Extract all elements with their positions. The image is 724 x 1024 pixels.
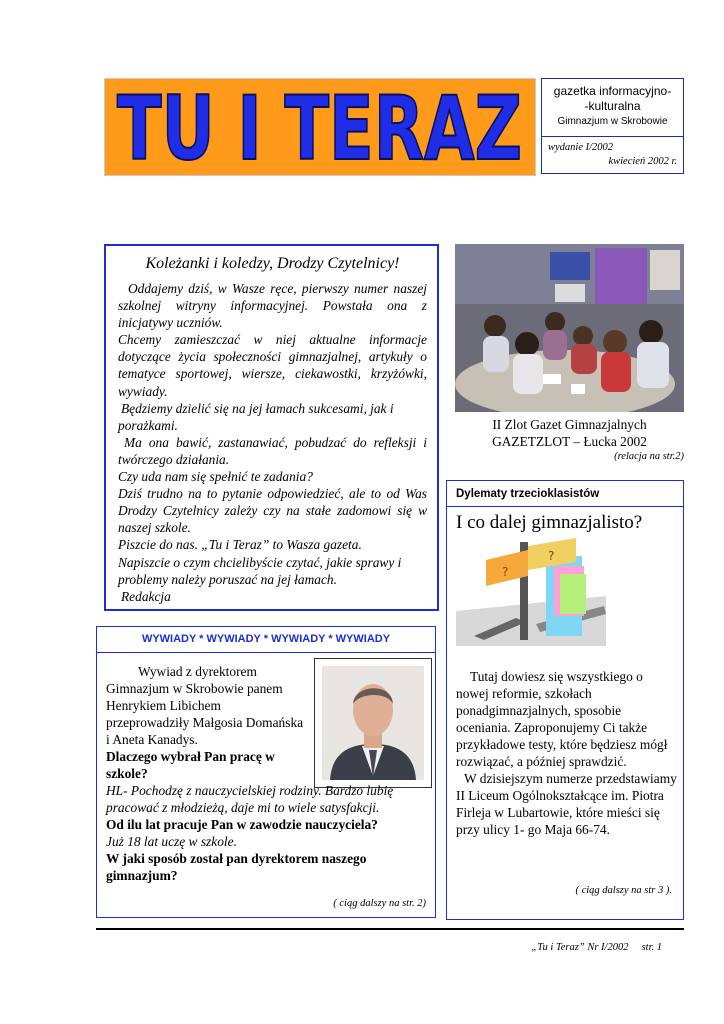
publication-info [541,78,684,174]
editorial-heading: Koleżanki i koledzy, Drodzy Czytelnicy! [145,255,400,272]
page-footer: „Tu i Teraz” Nr I/2002 str. 1 [531,942,662,953]
interview-answer: Już 18 lat uczę w szkole. [106,834,237,849]
article-paragraph: W dzisiejszym numerze przedstawiamy II Liceum Ogólnokształcące im. Piotra Firleja w Lubartowie, które mieści się przy ulicy 1- go Maja 66-74. [456,771,677,837]
interview-answer: HL- Pochodzę z nauczycielskiej rodziny. Bardzo lubię pracować z młodzieżą, daje mi to wiele satysfakcji. [106,783,394,815]
continuation-note: ( ciąg dalszy na str. 2) [333,898,426,909]
section-header: WYWIADY * WYWIADY * WYWIADY * WYWIADY [141,633,391,645]
photo-caption [455,416,684,463]
section-label: Dylematy trzecioklasistów [456,488,600,500]
caption-line: II Zlot Gazet Gimnazjalnych [492,417,647,432]
masthead-logo [105,79,535,175]
article-paragraph: Tutaj dowiesz się wszystkiego o nowej reformie, szkołach ponadgimnazjalnych, sposobie oceniania. Zaproponujemy Ci także przykładowe testy, które będziesz mógł rozwiązać, a później sprawdzić. [456,669,668,769]
svg-text:?: ? [502,565,509,579]
principal-portrait [322,666,424,780]
editorial-box [104,244,439,611]
caption-line: GAZETZLOT – Łucka 2002 [492,434,647,449]
interview-intro [106,663,306,782]
editorial-paragraph: Oddajemy dziś, w Wasze ręce, pierwszy numer naszej szkolnej witryny informacyjnej. Powstała ona z inicjatywy uczniów. [118,281,427,331]
editorial-paragraph: Napiszcie o czym chcielibyście czytać, jakie sprawy i problemy należy poruszać na jej łamach. [118,554,402,587]
interview-question: W jaki sposób został pan dyrektorem naszego gimnazjum? [106,851,367,883]
interview-question: Dlaczego wybrał Pan pracę w szkole? [106,749,275,781]
intro-text: Gimnazjum w Skrobowie panem Henrykiem Libichem przeprowadziły Małgosia Domańska i Aneta Kanadys. [106,681,304,747]
caption-reference: (relacja na str.2) [614,451,684,462]
editorial-paragraph: Piszcie do nas. „Tu i Teraz” to Wasza gazeta. [118,537,362,553]
footer-divider [96,928,684,930]
editorial-paragraph: Czy uda nam się spełnić te zadania? [118,469,313,485]
divider [446,506,684,507]
intro-line: Wywiad z dyrektorem [138,664,257,679]
subtitle-line: gazetka informacyjno- [553,84,672,98]
issue-number: wydanie I/2002 [548,142,614,153]
editorial-paragraph: Dziś trudno na to pytanie odpowiedzieć, ale to od Was Drodzy Czytelnicy zależy czy na stałe zadomowi się w naszej szkole. [118,486,427,536]
interview-body [106,782,431,884]
article-title: I co dalej gimnazjalisto? [456,512,643,533]
subtitle-line: -kulturalna [584,99,641,113]
school-name: Gimnazjum w Skrobowie [557,116,668,127]
portrait-frame [314,658,432,788]
issue-info [542,137,683,169]
publication-subtitle [542,79,683,137]
issue-date: kwiecień 2002 r. [608,156,677,167]
editorial-paragraph: Ma ona bawić, zastanawiać, pobudzać do refleksji i twórczego działania. [118,434,427,467]
continuation-note: ( ciąg dalszy na str 3 ). [575,885,672,896]
event-photo [455,244,684,412]
interview-question: Od ilu lat pracuje Pan w zawodzie nauczyciela? [106,817,378,832]
masthead-title: TU I TERAZ [117,79,522,175]
editorial-paragraph: Będziemy dzielić się na jej łamach sukcesami, jak i porażkami. [118,400,394,433]
editorial-signature: Redakcja [121,588,171,604]
masthead-banner [104,78,536,176]
svg-text:?: ? [548,549,555,563]
signpost-clipart [456,536,606,646]
divider [96,652,436,653]
editorial-paragraph: Chcemy zamieszczać w niej aktualne informacje dotyczące życia społeczności gimnazjalnej, artykuły o tematyce sportowej, wiersze, ciekawostki, krzyżówki, wywiady. [118,332,427,399]
article-body [456,668,678,838]
